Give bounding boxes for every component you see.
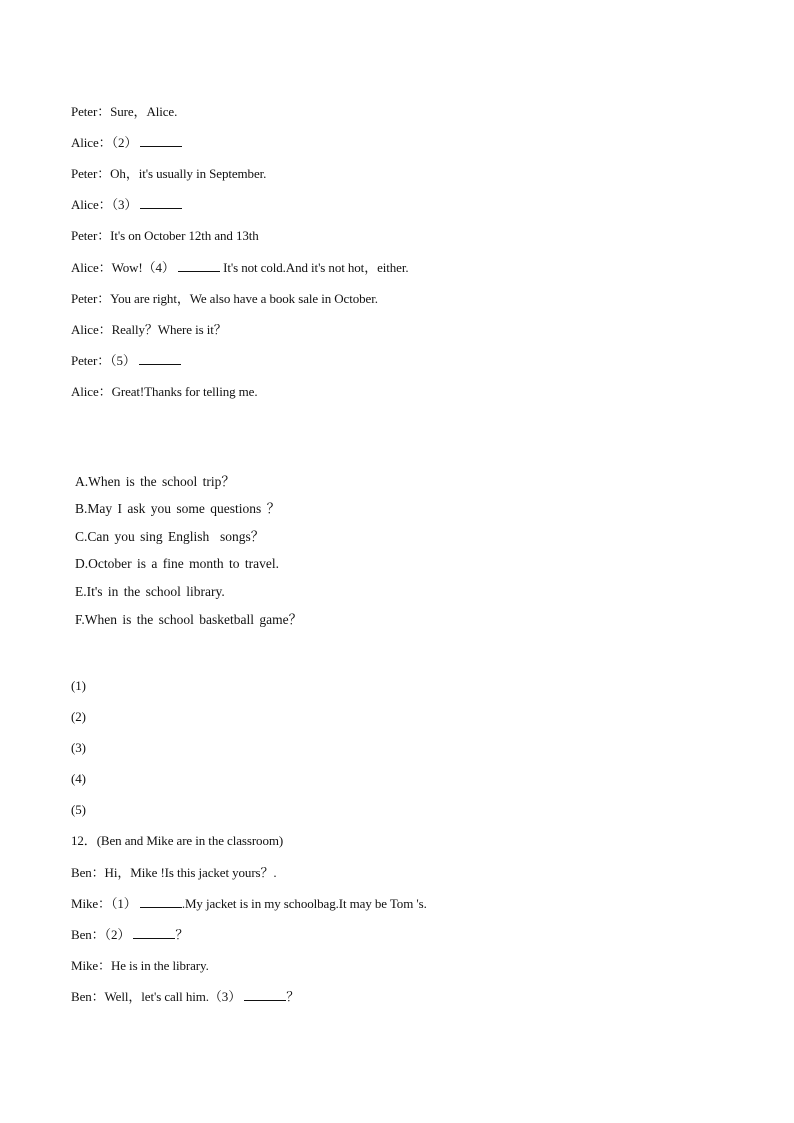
line-text-after: ？ (286, 989, 300, 1004)
line-text: Oh，it's usually in September. (110, 166, 267, 181)
answer-blank[interactable] (140, 135, 182, 147)
speaker: Peter： (71, 166, 111, 181)
dialogue-line (71, 353, 181, 369)
answer-blank[interactable] (140, 197, 182, 209)
line-text: Sure，Alice. (110, 104, 178, 119)
speaker: Alice： (71, 322, 112, 337)
question-12-intro: 12．(Ben and Mike are in the classroom) (71, 833, 284, 848)
answer-number: (2) (71, 709, 86, 724)
dialogue-line (71, 166, 266, 182)
answer-blank[interactable] (133, 927, 175, 939)
dialogue-line (71, 989, 299, 1005)
option-c: C.Can you sing English songs？ (75, 529, 265, 544)
dialogue-line (71, 927, 188, 943)
speaker: Alice： (71, 384, 112, 399)
option-f: F.When is the school basketball game？ (75, 612, 303, 627)
line-text: Well，let's call him.（3） (104, 989, 242, 1004)
option-a: A.When is the school trip？ (75, 474, 235, 489)
line-text: He is in the library. (110, 958, 209, 973)
line-text: （3） (111, 197, 138, 212)
dialogue-line (71, 135, 182, 151)
speaker: Ben： (71, 989, 105, 1004)
line-text: It's on October 12th and 13th (110, 228, 259, 243)
line-text: （2） (111, 135, 138, 150)
dialogue-line (71, 896, 427, 912)
answer-blank[interactable] (140, 896, 182, 908)
answer-number: (1) (71, 678, 86, 693)
line-text: You are right，We also have a book sale in October. (110, 291, 378, 306)
dialogue-line (71, 291, 378, 307)
line-text: Wow!（4） (111, 260, 175, 275)
line-text: Great!Thanks for telling me. (111, 384, 258, 399)
speaker: Mike： (71, 896, 111, 911)
line-text: （5） (110, 353, 136, 368)
line-text-after: ？ (175, 927, 189, 942)
answer-number: (3) (71, 740, 86, 755)
speaker: Ben： (71, 927, 105, 942)
answer-blank[interactable] (244, 989, 286, 1001)
speaker: Alice： (71, 135, 112, 150)
dialogue-line (71, 228, 259, 244)
answer-blank[interactable] (139, 353, 181, 365)
dialogue-line (71, 322, 227, 338)
speaker: Alice： (71, 260, 112, 275)
dialogue-line (71, 197, 182, 213)
answer-number: (4) (71, 771, 86, 786)
dialogue-line (71, 384, 258, 400)
option-b: B.May I ask you some questions ？ (75, 501, 281, 516)
option-d: D.October is a fine month to travel. (75, 556, 279, 571)
speaker: Peter： (71, 104, 111, 119)
line-text: （2） (104, 927, 131, 942)
dialogue-line (71, 958, 209, 974)
speaker: Alice： (71, 197, 112, 212)
line-text: Hi，Mike !Is this jacket yours？. (104, 865, 277, 880)
option-e: E.It's in the school library. (75, 584, 225, 599)
dialogue-line (71, 104, 177, 120)
answer-number: (5) (71, 802, 86, 817)
speaker: Mike： (71, 958, 111, 973)
line-text: （1） (110, 896, 137, 911)
speaker: Peter： (71, 291, 111, 306)
dialogue-line (71, 865, 277, 881)
speaker: Peter： (71, 353, 111, 368)
line-text: Really？Where is it？ (111, 322, 227, 337)
answer-blank[interactable] (178, 260, 220, 272)
dialogue-line (71, 260, 409, 276)
speaker: Ben： (71, 865, 105, 880)
line-text-after: .My jacket is in my schoolbag.It may be Tom 's. (181, 896, 427, 911)
line-text-after: It's not cold.And it's not hot，either. (219, 260, 409, 275)
speaker: Peter： (71, 228, 111, 243)
